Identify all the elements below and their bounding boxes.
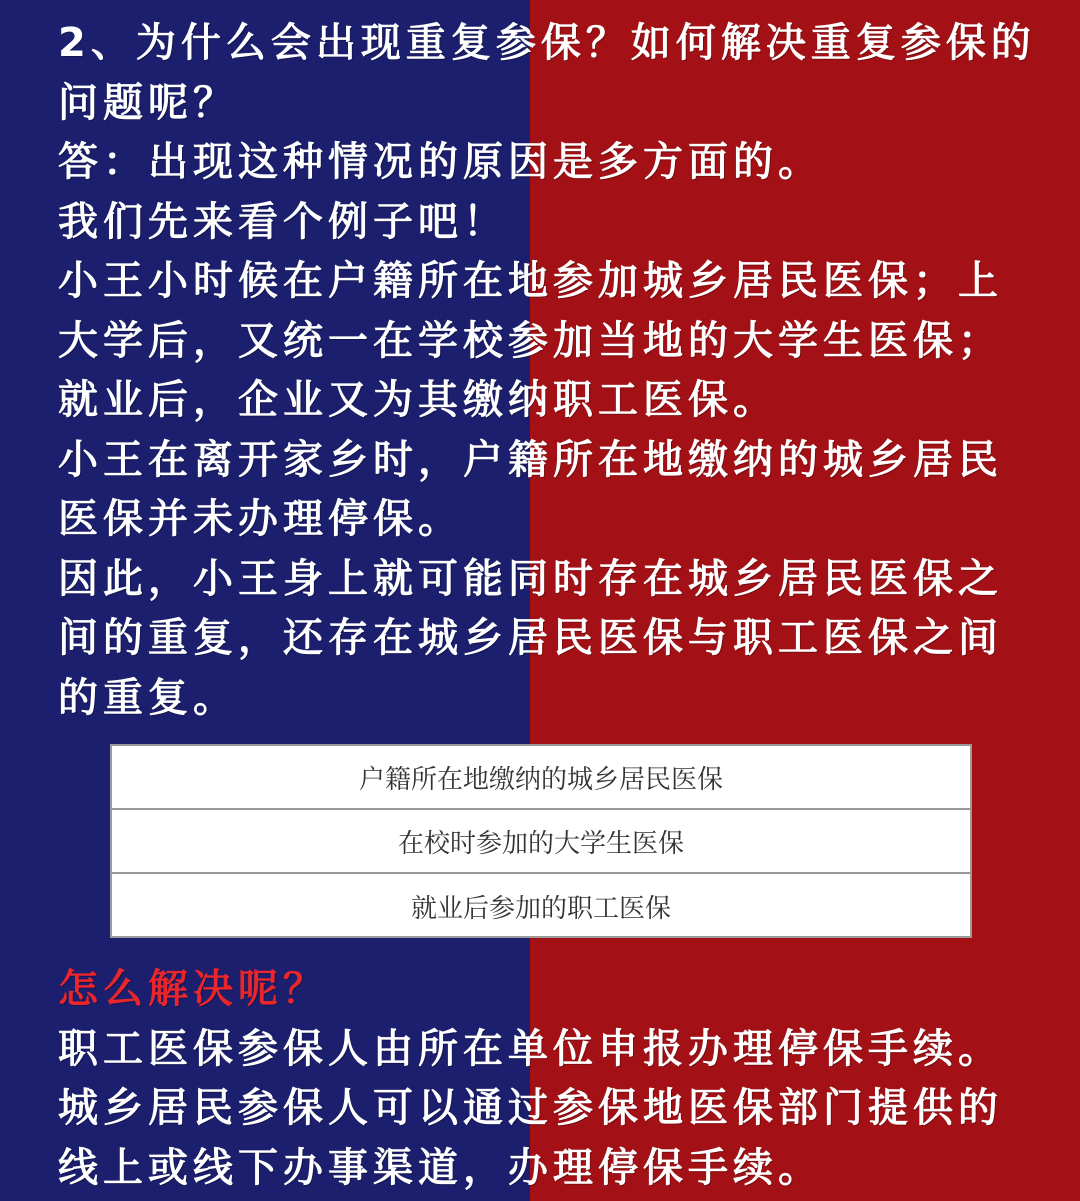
answer-line-2: 我们先来看个例子吧！	[58, 198, 508, 245]
solution-line-3: 线上或线下办事渠道，办理停保手续。	[58, 1144, 823, 1191]
question-line-1: 2、为什么会出现重复参保？如何解决重复参保的	[58, 20, 1036, 66]
example-line-5: 医保并未办理停保。	[58, 496, 463, 542]
solution-line-2: 城乡居民参保人可以通过参保地医保部门提供的	[58, 1085, 1003, 1131]
conclusion-line-2: 间的重复，还存在城乡居民医保与职工医保之间	[58, 615, 1003, 661]
table-row: 就业后参加的职工医保	[410, 892, 671, 923]
solution-section	[58, 960, 1043, 1198]
solution-heading: 怎么解决呢？	[58, 966, 328, 1012]
example-line-3: 就业后，企业又为其缴纳职工医保。	[58, 377, 778, 423]
table-row: 户籍所在地缴纳的城乡居民医保	[112, 746, 970, 810]
example-line-1: 小王小时候在户籍所在地参加城乡居民医保；上	[58, 258, 1003, 304]
conclusion-line-1: 因此，小王身上就可能同时存在城乡居民医保之	[58, 555, 1003, 602]
answer-line-1: 答：出现这种情况的原因是多方面的。	[58, 139, 823, 185]
solution-line-1: 职工医保参保人由所在单位申报办理停保手续。	[58, 1025, 1003, 1072]
example-line-4: 小王在离开家乡时，户籍所在地缴纳的城乡居民	[58, 436, 1003, 483]
conclusion-line-3: 的重复。	[58, 674, 238, 721]
question-section	[58, 14, 1043, 728]
question-line-2: 问题呢？	[58, 79, 238, 126]
example-line-2: 大学后，又统一在学校参加当地的大学生医保；	[58, 317, 1003, 364]
table-row: 在校时参加的大学生医保	[112, 810, 970, 874]
insurance-table	[110, 744, 972, 938]
